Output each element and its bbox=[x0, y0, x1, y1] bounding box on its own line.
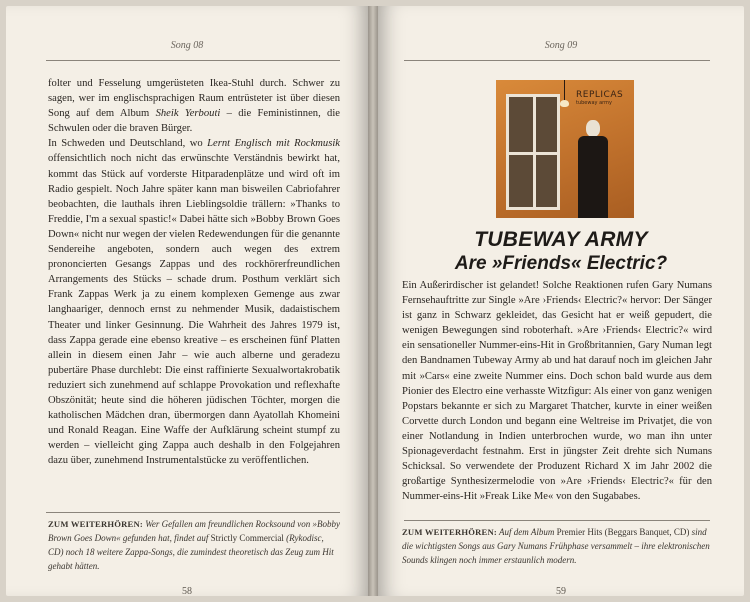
page-number: 58 bbox=[182, 586, 192, 597]
cover-window bbox=[506, 94, 560, 210]
title-reference: Premier Hits bbox=[556, 527, 603, 537]
cover-figure-head bbox=[586, 120, 600, 137]
cover-lamp bbox=[564, 80, 565, 102]
running-head: Song 08 bbox=[170, 40, 204, 51]
listening-tip bbox=[48, 517, 340, 573]
right-page bbox=[378, 6, 744, 596]
page-number: 59 bbox=[556, 586, 566, 597]
paragraph: In Schweden und Deutschland, wo Lernt Englisch mit Rockmusik offensichtlich noch nicht das erwünschte Verständnis bewirkt hat, kommt das Stück auf vorderste Hitparadenplätze und wird oft im Radio gespielt. Noch Jahre später kann man bisweilen Cabriofahrer beobachten, die lauthals ihren Lieblingsoldie trällern: »Thanks to Freddie, I'm a sexual spastic!« Dabei hätte sich »Bobby Brown Goes Down« nicht nur wegen der vielen Redewendungen für die genannte Sendereihe angeboten, sondern auch wegen des extrem prononcierten Gesangs Zappas und des rockhörerfreundlichen Arrangements des Stücks – schade drum. Posthum verklärt sich Frank Zappas Werk ja zu einem komplexen Gemenge aus zwar langhaariger, dennoch ernst zu nehmender Musik, dadaistischem Theater und linker Gesinnung. Die Wahrheit des Jahres 1979 ist, dass Zappa gerade eine ebenso kreative – es erscheinen fünf Platten allein in diesem einen Jahr – wie auch alberne und geradezu pubertäre Phase durchlebt: Die einst raffinierte Sexualwortakrobatik reduziert sich zunehmend auf schlappe Provokation und reflexhafte Obszönität; heute sind die höheren jüdischen Töchter, morgen die katholischen Mädchen dran, übermorgen dann Ayatollah Khomeini und Ronald Reagan. Eine Waffe der Aufklärung scheint stumpf zu werden – vielleicht ging Zappa auch deshalb in den Folgejahren dazu über, zunehmend Instrumentalstücke zu veröffentlichen. bbox=[48, 138, 340, 467]
paragraph: folter und Fesselung umgerüsteten Ikea-Stuhl durch. Schwer zu sagen, wer im englischsprachigen Raum entrüsteter ist über diesen Song auf dem Album Sheik Yerbouti – die Feministinnen, die Schwulen oder die braven Bürger. bbox=[48, 78, 340, 135]
cover-brand: REPLICAS bbox=[576, 90, 624, 100]
listening-tip-text: Auf dem Album Premier Hits (Beggars Banquet, CD) sind die wichtigsten Songs aus Gary Numans Frühphase versammelt – ihre elektronischen Sounds klingen noch immer erstaunlich modern. bbox=[402, 527, 710, 565]
title-reference: Strictly Commercial bbox=[210, 533, 284, 543]
paragraph: Ein Außerirdischer ist gelandet! Solche Reaktionen rufen Gary Numans Fernsehauftritte zur Single »Are ›Friends‹ Electric?« hervor: Der Sänger ist ganz in Schwarz gekleidet, das Gesicht hat er weiß gepudert, die wenigen Bewegungen sind roboterhaft. »Are ›Friends‹ Electric?« wird ein sensationeller Nummer-eins-Hit in Großbritannien, Gary Numan legt den Bandnamen Tubeway Army ab und hat darauf noch im gleichen Jahr mit »Cars« eine zweite Nummer eins. Doch schon bald wurde aus dem Pionier des Electro eine verhasste Witzfigur: Als einer von ganz wenigen Popstars bekannte er sich zu Margaret Thatcher, kurvte in einer weißen Corvette durch London und begann eine Weltreise im Privatjet, die von einer Notlandung in Indien unterbrochen wurde, wo man ihn unter Spionageverdacht festnahm. Erst in jüngster Zeit drehte sich Numans Schicksal. So verwendete der Produzent Richard X im Jahr 2002 die großartige Synthesizermelodie von »Are ›Friends‹ Electric?« für den Nummer-eins-Hit »Freak Like Me« von den Sugababes. bbox=[402, 280, 712, 503]
title-reference: (Beggars Banquet, CD) bbox=[604, 527, 690, 537]
header-rule bbox=[404, 60, 710, 61]
listening-tip-label: ZUM WEITERHÖREN: bbox=[402, 527, 497, 537]
running-head: Song 09 bbox=[544, 40, 578, 51]
book-gutter bbox=[368, 6, 378, 596]
album-cover bbox=[496, 80, 634, 218]
body-text bbox=[48, 76, 340, 468]
emphasis-text: Sheik Yerbouti bbox=[155, 108, 221, 120]
cover-subtitle: tubeway army bbox=[576, 100, 612, 106]
song-title: Are »Friends« Electric? bbox=[454, 253, 668, 274]
footnote-rule bbox=[404, 520, 710, 521]
listening-tip bbox=[402, 525, 712, 567]
listening-tip-label: ZUM WEITERHÖREN: bbox=[48, 519, 143, 529]
footnote-rule bbox=[46, 512, 340, 513]
listening-tip-text: Wer Gefallen am freundlichen Rocksound von »Bobby Brown Goes Down« gefunden hat, findet auf Strictly Commercial (Rykodisc, CD) noch 18 weitere Zappa-Songs, die zumindest theoretisch das Zeug zum Hit gehabt hätten. bbox=[48, 519, 341, 571]
emphasis-text: Lernt Englisch mit Rockmusik bbox=[207, 138, 340, 150]
header-rule bbox=[46, 60, 340, 61]
artist-name: TUBEWAY ARMY bbox=[474, 228, 648, 251]
cover-figure-body bbox=[578, 136, 608, 218]
body-text bbox=[402, 278, 712, 504]
left-page bbox=[6, 6, 368, 596]
